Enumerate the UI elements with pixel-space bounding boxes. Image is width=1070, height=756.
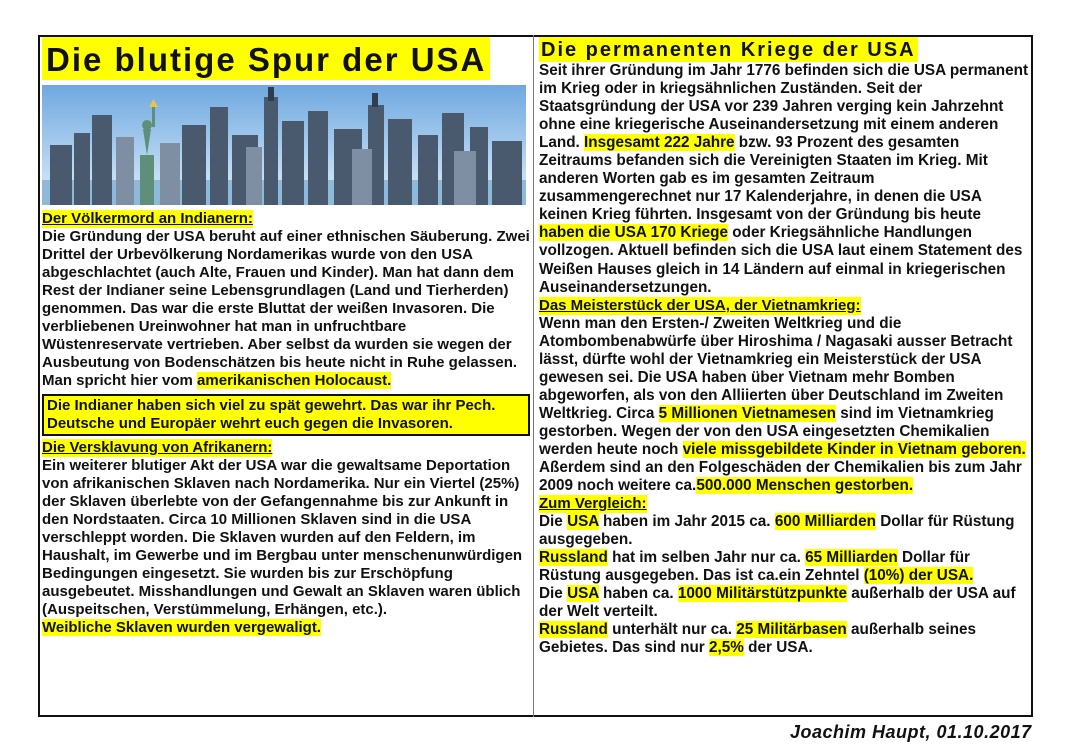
section-text-genocide: Die Gründung der USA beruht auf einer ethnischen Säuberung. Zwei Drittel der Urbevölkerung Nordamerikas wurde von den USA abgeschlachtet (auch Alte, Frauen und Kinder). Man hat dann dem Rest der Indianer seine Lebensgrundlagen (Land und Tierherden) genommen. Das war die erste Bluttat der weißen Invasoren. Die verbliebenen Ureinwohner hat man in unfruchtbare Wüstenreservate vertrieben. Aber selbst da wurden sie wegen der Ausbeutung von Bodenschätzen bis heute nicht in Ruhe gelassen. Man spricht hier vom amerikanischen Holocaust.: [42, 228, 530, 389]
comparison-usa-spending: Die USA haben im Jahr 2015 ca. 600 Milliarden Dollar für Rüstung ausgegeben.: [539, 513, 1015, 549]
highlight-deformed-children: viele missgebildete Kinder in Vietnam geboren.: [682, 440, 1026, 458]
section-heading-comparison: Zum Vergleich:: [539, 495, 647, 513]
section-text-slavery: Ein weiterer blutiger Akt der USA war die gewaltsame Deportation von afrikanischen Sklaven nach Nordamerika. Nur ein Viertel (25%) der Sklaven überlebte von der Gefangennahme bis zur Ankunft in den Nordstaaten. Circa 10 Millionen Sklaven sind in die USA verschleppt worden. Die Sklaven wurden auf den Feldern, im Haushalt, im Gewerbe und im Bergbau unter menschenunwürdigen Bedingungen eingesetzt. Sie wurden bis zur Erschöpfung ausgebeutet. Misshandlungen und Gewalt an Sklaven waren üblich (Auspeitschen, Verstümmelung, Erhängen, etc.). Weibliche Sklaven wurden vergewaligt.: [42, 457, 523, 636]
skyline-illustration: [42, 85, 526, 205]
highlight-500000: 500.000 Menschen gestorben.: [696, 477, 914, 495]
highlight-5-million: 5 Millionen Vietnamesen: [658, 404, 836, 422]
highlight-170-wars: haben die USA 170 Kriege: [539, 224, 729, 242]
left-column: [42, 37, 530, 637]
highlight-222-years: Insgesamt 222 Jahre: [584, 134, 735, 152]
left-title: Die blutige Spur der USA: [42, 37, 490, 80]
right-title: Die permanenten Kriege der USA: [541, 39, 916, 61]
highlight-holocaust: amerikanischen Holocaust.: [197, 372, 392, 389]
section-heading-slavery: Die Versklavung von Afrikanern:: [42, 439, 273, 456]
paragraph-vietnam: Wenn man den Ersten-/ Zweiten Weltkrieg und die Atombombenabwürfe über Hiroshima / Nagasaki ausser Betracht lässt, dürfte wohl der Vietnamkrieg ein Meisterstück der USA gewesen sei. Die USA haben über Vietnam mehr Bomben abgeworfen, als von den Alliierten über Deutschland im Zweiten Weltkrieg. Circa 5 Millionen Vietnamesen sind im Vietnamkrieg gestorben. Wegen der von den USA eingesetzten Chemikalien werden heute noch viele missgebildete Kinder in Vietnam geboren. Aßerdem sind an den Folgeschäden der Chemikalien bis zum Jahr 2009 noch weitere ca.500.000 Menschen gestorben.: [539, 314, 1026, 495]
signature: Joachim Haupt, 01.10.2017: [790, 722, 1032, 742]
section-heading-vietnam: Das Meisterstück der USA, der Vietnamkrieg:: [539, 296, 861, 314]
boxed-statement: Die Indianer haben sich viel zu spät gewehrt. Das war ihr Pech. Deutsche und Europäer wehrt euch gegen die Invasoren.: [42, 394, 530, 436]
comparison-russia-spending: Russland hat im selben Jahr nur ca. 65 Milliarden Dollar für Rüstung ausgegeben. Das ist ca.ein Zehntel (10%) der USA.: [539, 549, 974, 585]
section-heading-genocide: Der Völkermord an Indianern:: [42, 210, 253, 227]
right-column: [539, 37, 1029, 657]
paragraph-permanent-wars: Seit ihrer Gründung im Jahr 1776 befinden sich die USA permanent im Krieg oder in kriegsähnlichen Zuständen. Seit der Staatsgründung der USA vor 239 Jahren verging kein Jahrzehnt ohne eine kriegerische Auseinandersetzung mit einem anderen Land. Insgesamt 222 Jahre bzw. 93 Prozent des gesamten Zeitraums befanden sich die Vereinigten Staaten im Krieg. Mit anderen Worten gab es im gesamten Zeitraum zusammengerechnet nur 17 Kalenderjahre, in denen die USA keinen Krieg führten. Insgesamt von der Gründung bis heute haben die USA 170 Kriege oder Kriegsähnliche Handlungen vollzogen. Aktuell befinden sich die USA laut einem Statement des Weißen Hauses gleich in 14 Ländern auf einmal in kriegerischen Auseinandersetzungen.: [539, 62, 1029, 296]
highlight-female-slaves: Weibliche Sklaven wurden vergewaligt.: [42, 619, 321, 636]
column-divider: [533, 35, 534, 717]
comparison-russia-bases: Russland unterhält nur ca. 25 Militärbasen außerhalb seines Gebietes. Das sind nur 2,5% der USA.: [539, 621, 976, 657]
skyline-image: [42, 85, 526, 205]
comparison-usa-bases: Die USA haben ca. 1000 Militärstützpunkte außerhalb der USA auf der Welt verteilt.: [539, 585, 1016, 621]
